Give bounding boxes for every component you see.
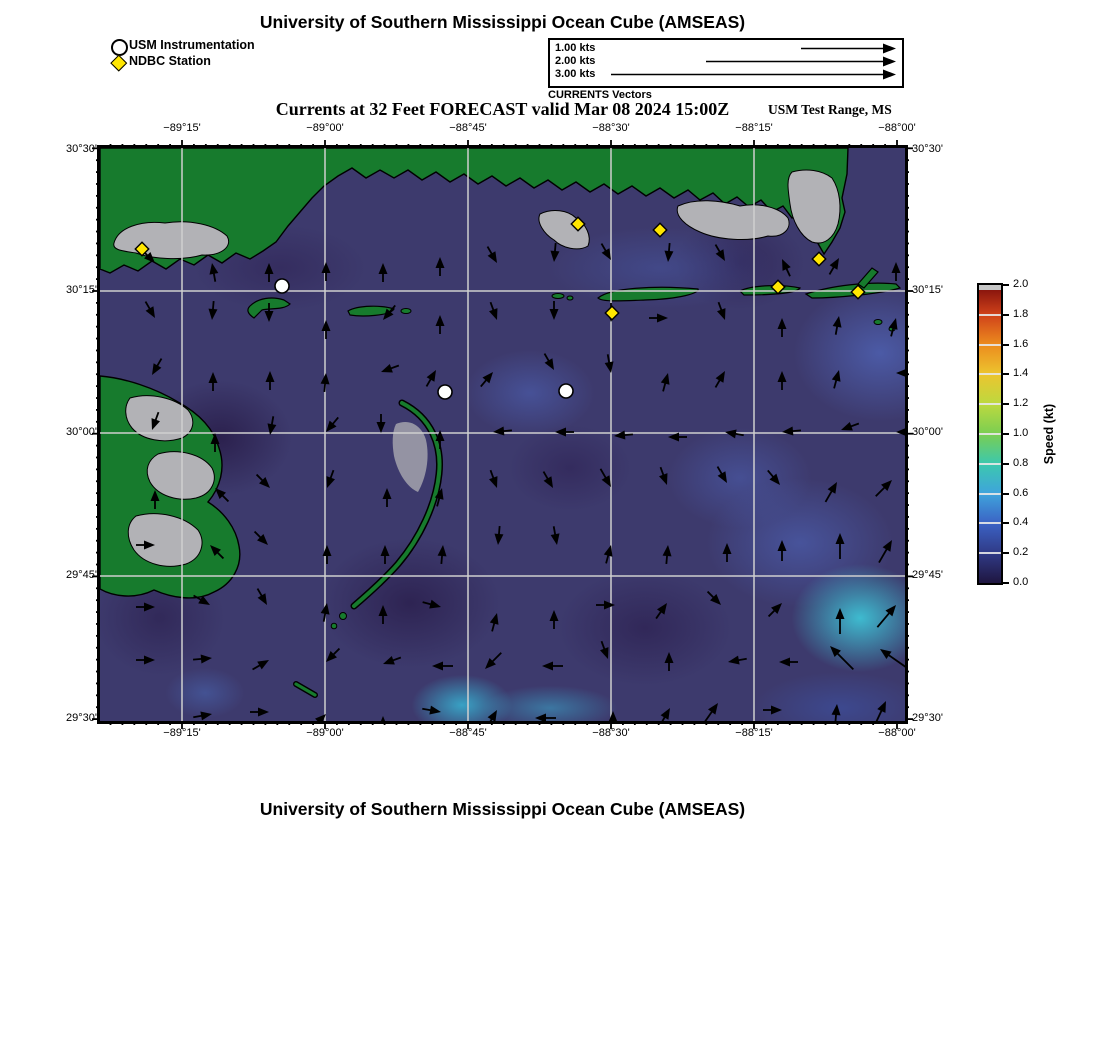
left-lat-tick-label: 30°15' bbox=[66, 284, 97, 296]
left-lat-tick-label: 29°30' bbox=[66, 712, 97, 724]
ndbc-station-diamond-icon bbox=[111, 55, 127, 71]
colorbar-over-cap bbox=[979, 285, 1001, 290]
vector-scale-label: 1.00 kts bbox=[555, 42, 596, 54]
colorbar-tick-label: 1.2 bbox=[1013, 397, 1029, 410]
colorbar-tick bbox=[1001, 373, 1009, 375]
colorbar-tick bbox=[1001, 463, 1009, 465]
colorbar-tick-label: 0.2 bbox=[1013, 546, 1029, 559]
colorbar-tick bbox=[1001, 344, 1009, 346]
colorbar-divider bbox=[979, 344, 1001, 346]
map-area bbox=[97, 145, 908, 724]
top-lon-tick-label: −88°45' bbox=[449, 122, 487, 134]
colorbar-tick bbox=[1001, 522, 1009, 524]
legend-usm-label: USM Instrumentation bbox=[129, 38, 255, 52]
top-lon-tick-label: −88°00' bbox=[878, 122, 916, 134]
legend-ndbc-label: NDBC Station bbox=[129, 54, 211, 68]
top-lon-tick-label: −88°30' bbox=[592, 122, 630, 134]
colorbar-divider bbox=[979, 463, 1001, 465]
right-lat-tick-label: 30°00' bbox=[912, 426, 943, 438]
colorbar-tick bbox=[1001, 493, 1009, 495]
vector-scale-box bbox=[548, 38, 904, 88]
left-lat-tick-label: 29°45' bbox=[66, 569, 97, 581]
right-lat-tick-label: 29°30' bbox=[912, 712, 943, 724]
left-lat-tick-label: 30°30' bbox=[66, 143, 97, 155]
colorbar-tick bbox=[1001, 582, 1009, 584]
colorbar-tick-label: 1.4 bbox=[1013, 367, 1029, 380]
colorbar-divider bbox=[979, 493, 1001, 495]
colorbar-divider bbox=[979, 552, 1001, 554]
colorbar-tick bbox=[1001, 552, 1009, 554]
colorbar-tick bbox=[1001, 284, 1009, 286]
colorbar-divider bbox=[979, 403, 1001, 405]
right-lat-tick-label: 29°45' bbox=[912, 569, 943, 581]
frame-ticks bbox=[90, 138, 915, 731]
left-lat-tick-label: 30°00' bbox=[66, 426, 97, 438]
colorbar-tick-label: 0.6 bbox=[1013, 486, 1029, 499]
vector-scale-label: 3.00 kts bbox=[555, 68, 596, 80]
colorbar-title: Speed (kt) bbox=[1042, 403, 1056, 465]
colorbar-tick bbox=[1001, 314, 1009, 316]
colorbar-divider bbox=[979, 314, 1001, 316]
vector-scale-arrows bbox=[550, 40, 902, 86]
bottom-lon-tick-label: −88°30' bbox=[592, 727, 630, 739]
bottom-page-title: University of Southern Mississippi Ocean Cube (AMSEAS) bbox=[259, 799, 746, 819]
colorbar-tick bbox=[1001, 403, 1009, 405]
colorbar-tick-label: 0.4 bbox=[1013, 516, 1029, 529]
colorbar-divider bbox=[979, 433, 1001, 435]
colorbar-divider bbox=[979, 522, 1001, 524]
bottom-lon-tick-label: −88°45' bbox=[449, 727, 487, 739]
bottom-lon-tick-label: −88°15' bbox=[735, 727, 773, 739]
vector-scale-label: 2.00 kts bbox=[555, 55, 596, 67]
top-lon-tick-label: −89°00' bbox=[306, 122, 344, 134]
region-label: USM Test Range, MS bbox=[768, 102, 892, 117]
right-lat-tick-label: 30°15' bbox=[912, 284, 943, 296]
vector-scale-caption: CURRENTS Vectors bbox=[548, 89, 652, 101]
speed-colorbar bbox=[977, 283, 1003, 585]
colorbar-divider bbox=[979, 373, 1001, 375]
colorbar-tick-label: 0.8 bbox=[1013, 456, 1029, 469]
colorbar-tick-label: 1.8 bbox=[1013, 307, 1029, 320]
top-lon-tick-label: −88°15' bbox=[735, 122, 773, 134]
bottom-lon-tick-label: −89°15' bbox=[163, 727, 201, 739]
colorbar-tick-label: 2.0 bbox=[1013, 278, 1029, 290]
bottom-lon-tick-label: −89°00' bbox=[306, 727, 344, 739]
usm-instrumentation-circle-icon bbox=[111, 39, 128, 56]
colorbar-tick bbox=[1001, 433, 1009, 435]
forecast-subtitle: Currents at 32 Feet FORECAST valid Mar 08 2024 15:00Z bbox=[275, 99, 730, 119]
page-title: University of Southern Mississippi Ocean Cube (AMSEAS) bbox=[259, 12, 746, 32]
colorbar-tick-label: 1.0 bbox=[1013, 427, 1029, 439]
bottom-lon-tick-label: −88°00' bbox=[878, 727, 916, 739]
top-lon-tick-label: −89°15' bbox=[163, 122, 201, 134]
colorbar-tick-label: 1.6 bbox=[1013, 337, 1029, 350]
colorbar-tick-label: 0.0 bbox=[1013, 576, 1029, 588]
right-lat-tick-label: 30°30' bbox=[912, 143, 943, 155]
